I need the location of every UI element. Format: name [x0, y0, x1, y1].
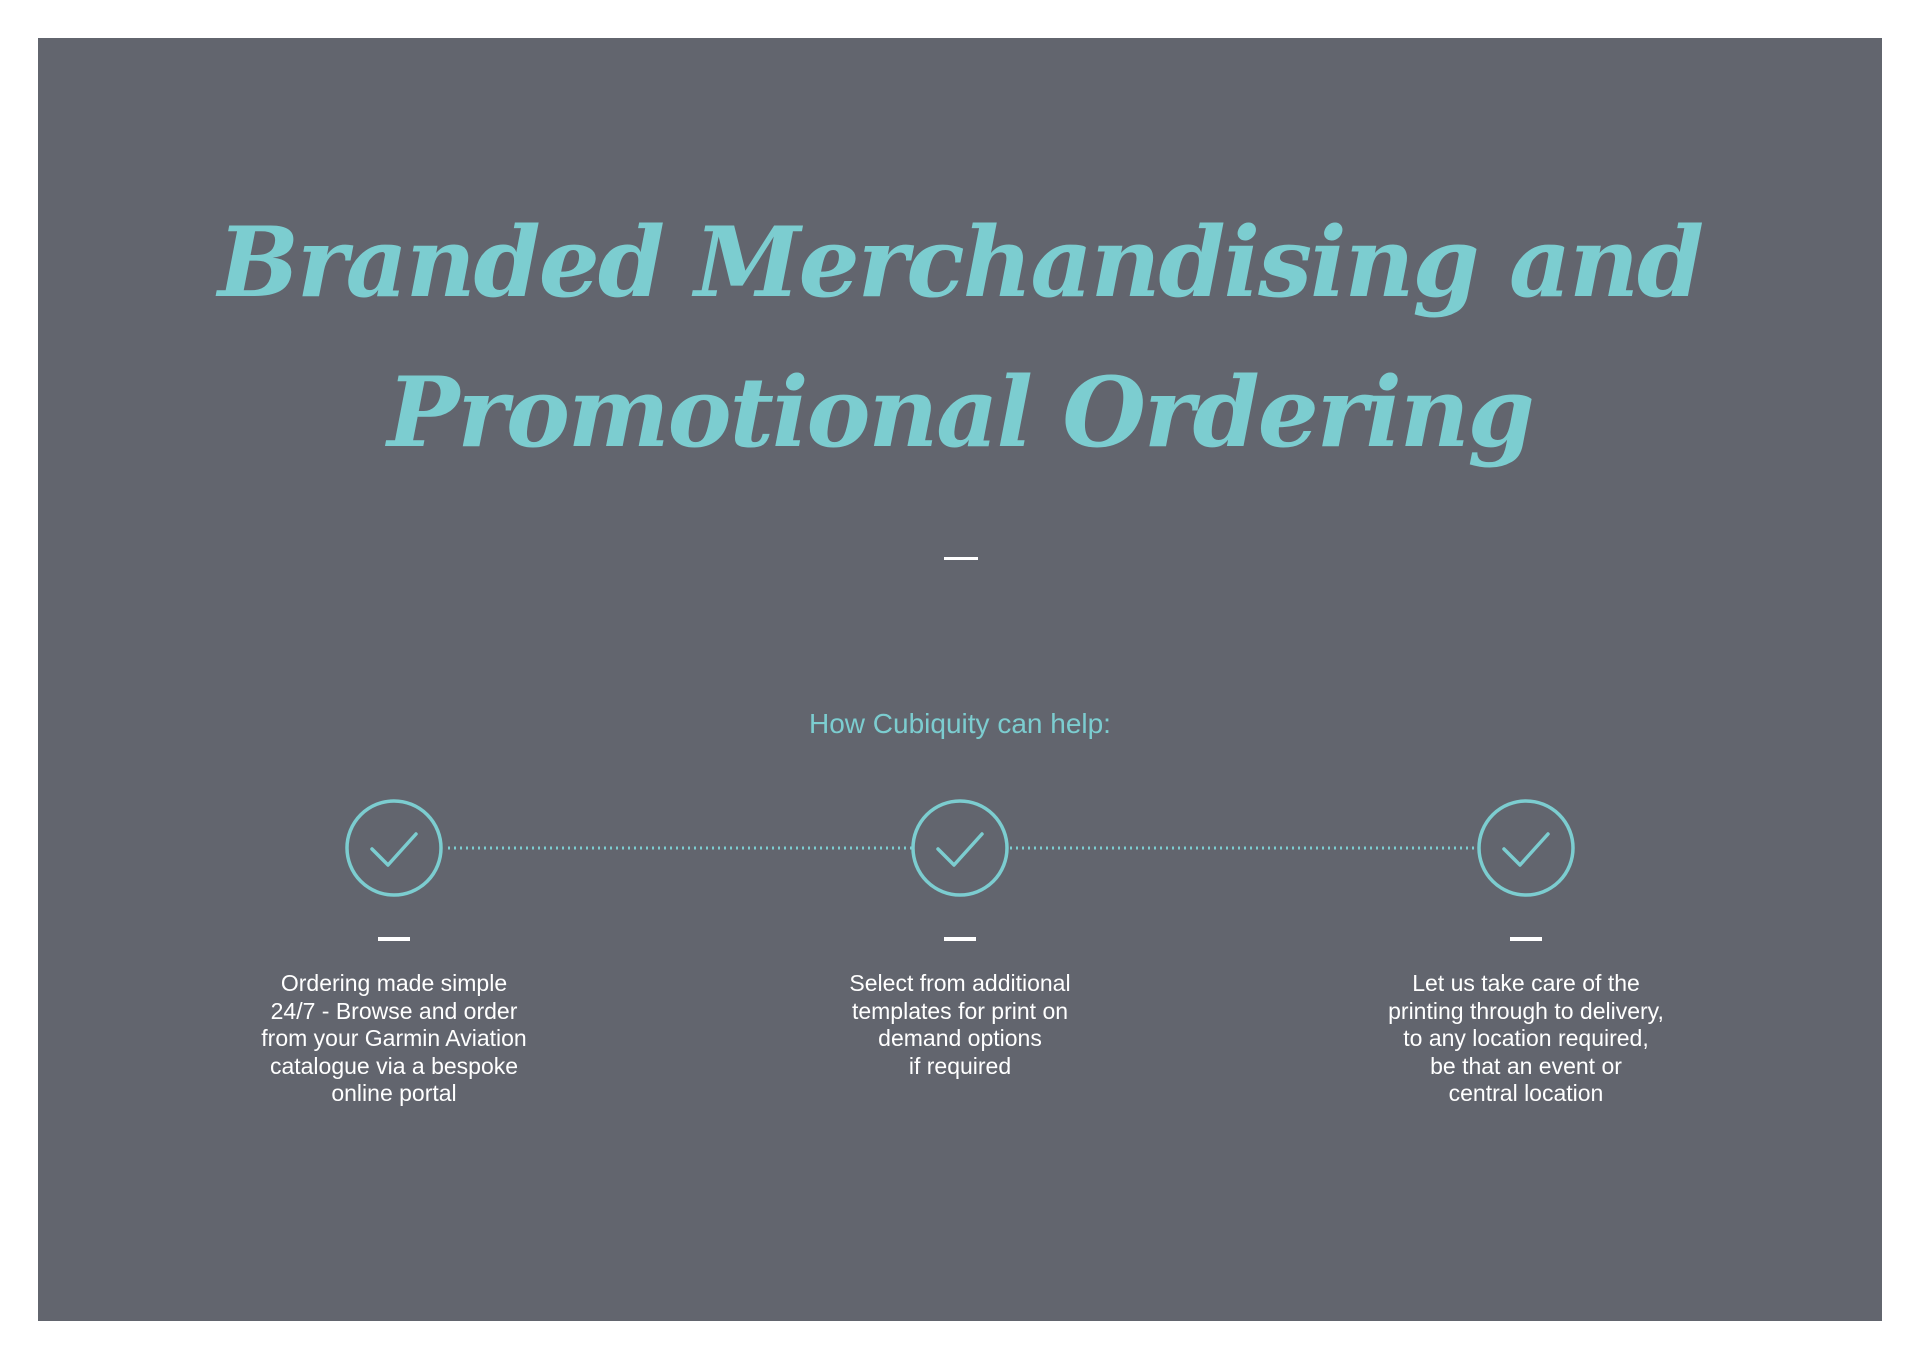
step-1-text: Ordering made simple 24/7 - Browse and order from your Garmin Aviation catalogue via a bespoke online portal	[261, 970, 527, 1106]
step-1-divider	[378, 937, 410, 941]
checkmark-circle-icon	[913, 801, 1007, 895]
step-2-divider	[944, 937, 976, 941]
title-line-2: Promotional Ordering	[387, 356, 1533, 469]
checkmark-circle-icon	[347, 801, 441, 895]
section-subtitle: How Cubiquity can help:	[809, 708, 1111, 739]
step-3-text: Let us take care of the printing through to delivery, to any location required, be that an event or central location	[1388, 970, 1664, 1106]
title-line-1: Branded Merchandising and	[217, 206, 1703, 319]
step-2-text: Select from additional templates for print on demand options if required	[849, 970, 1071, 1079]
content-panel	[38, 38, 1882, 1321]
checkmark-circle-icon	[1479, 801, 1573, 895]
step-3-divider	[1510, 937, 1542, 941]
page-title	[38, 188, 1882, 488]
title-divider	[944, 557, 978, 560]
